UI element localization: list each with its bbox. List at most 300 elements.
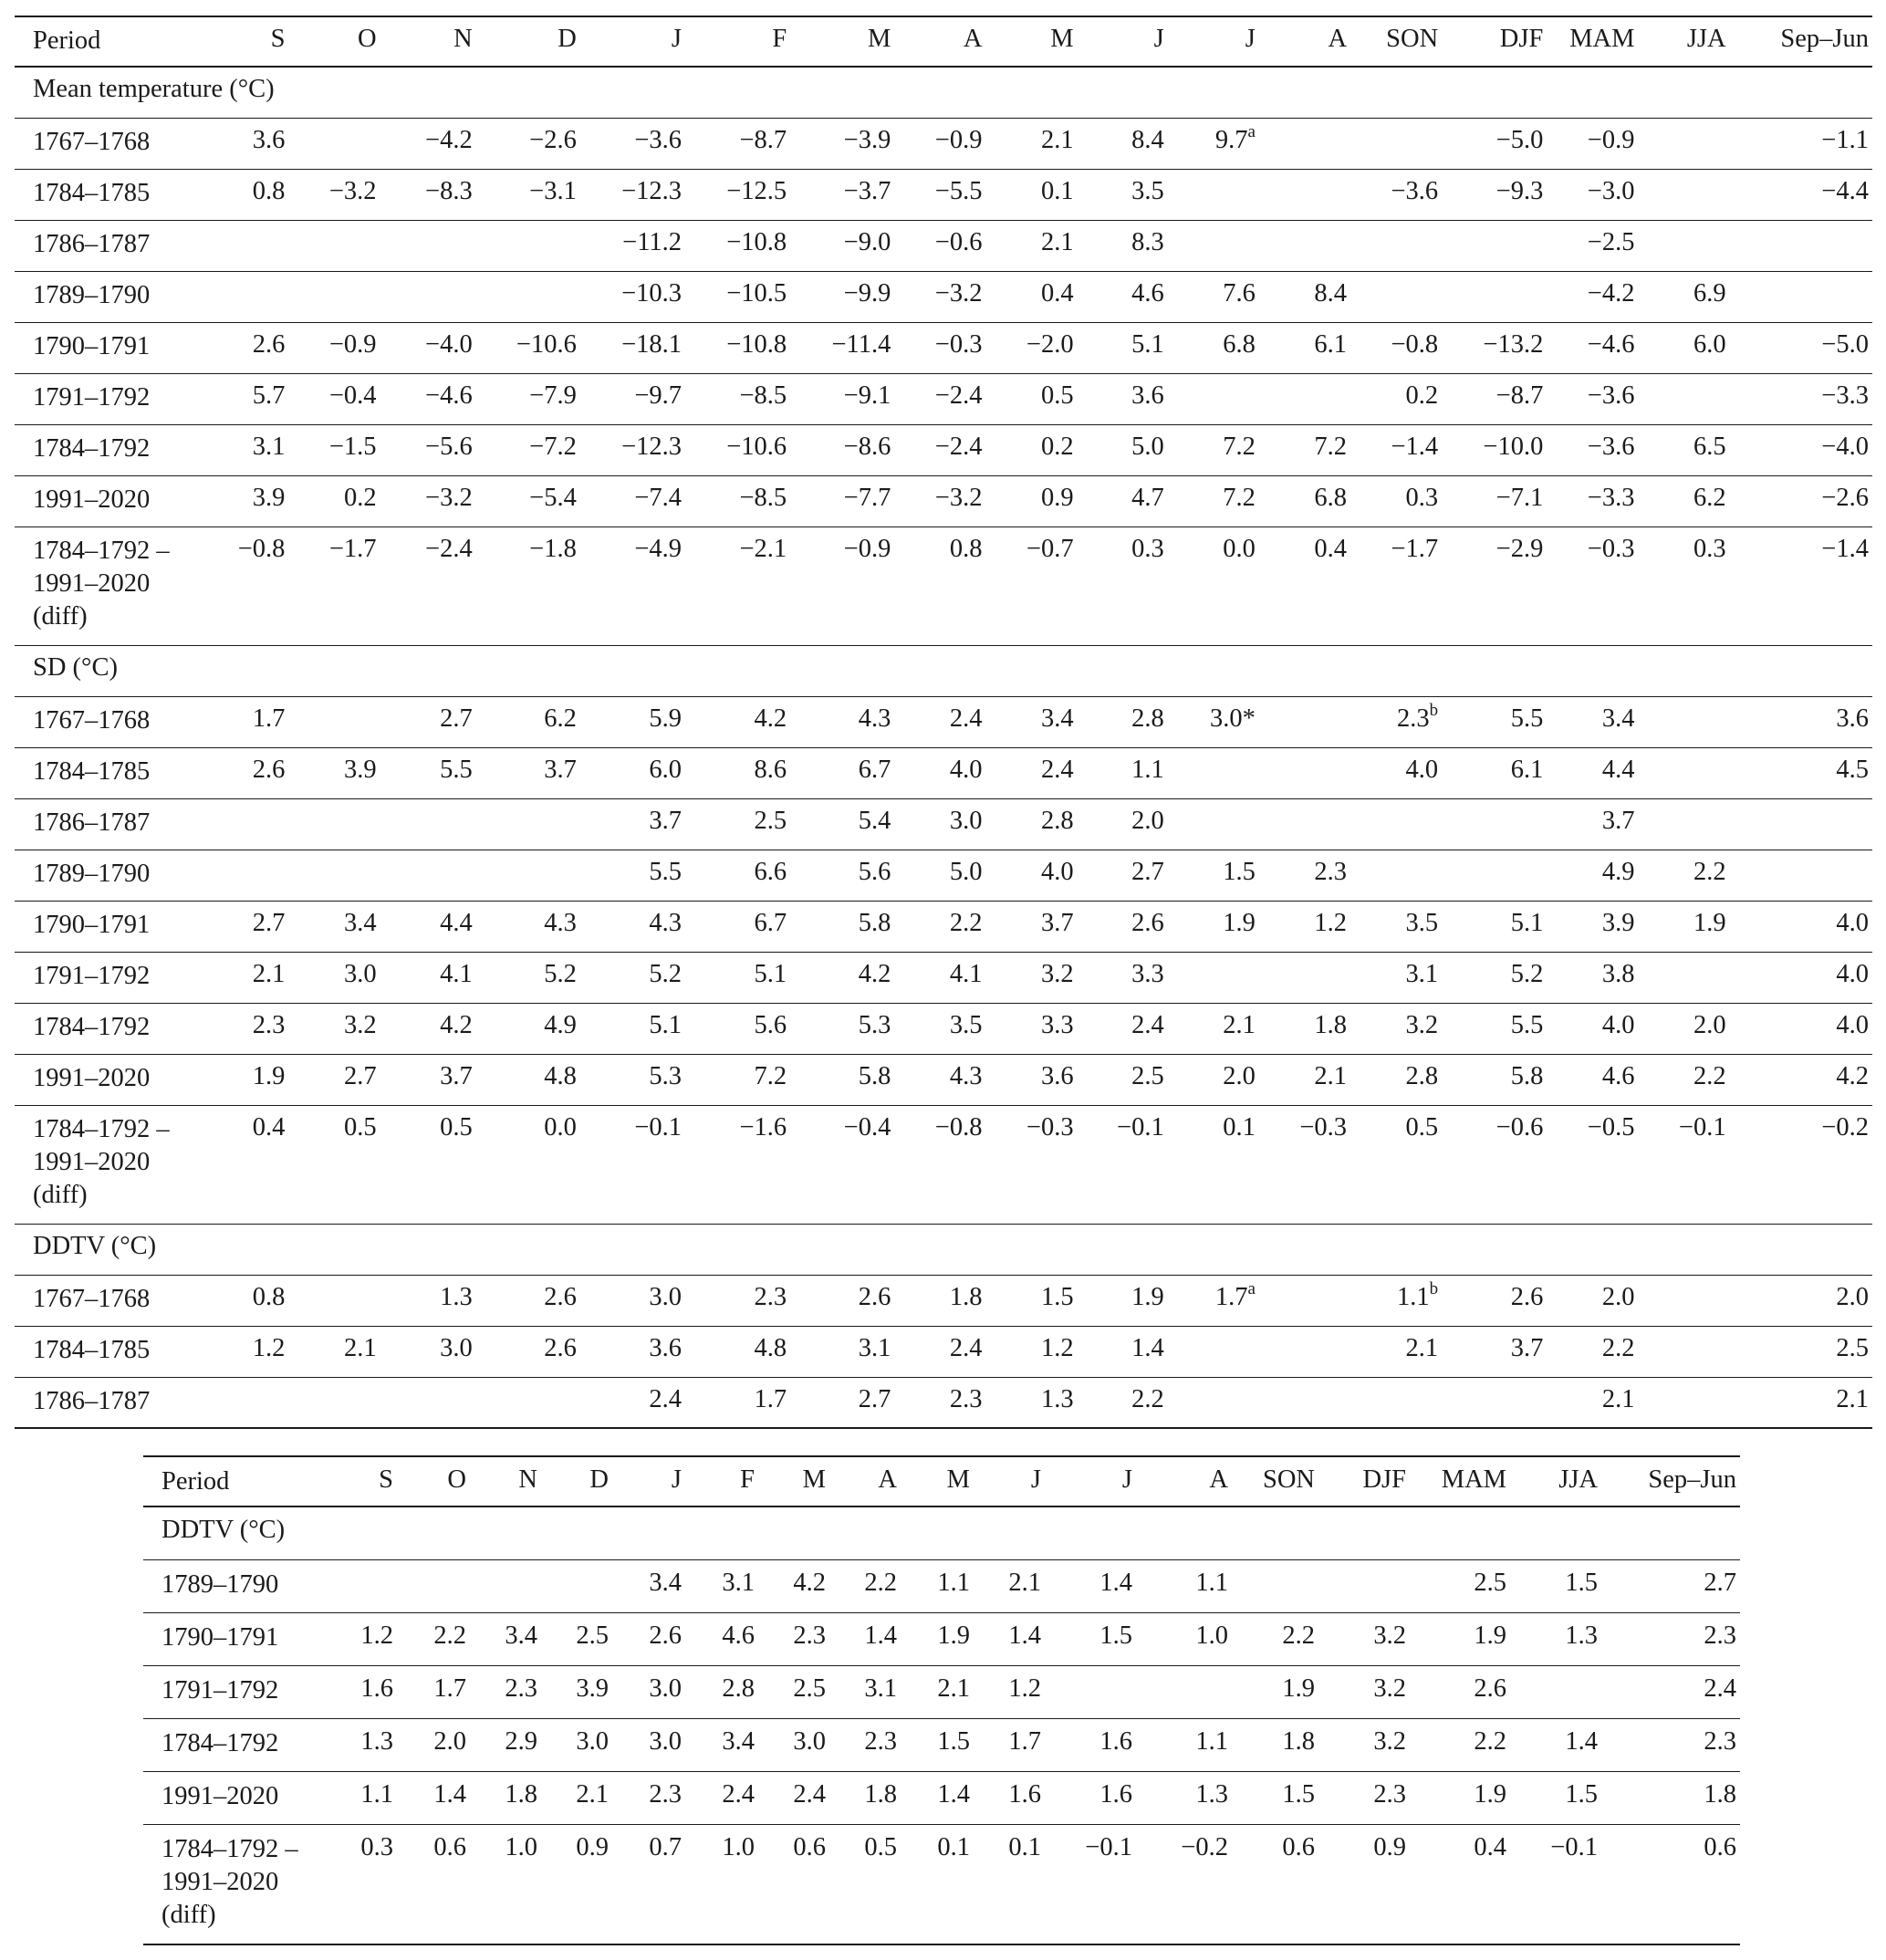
table-cell [580,1377,685,1428]
table-row [15,526,1872,645]
cell-value: 3.7 [1510,1333,1544,1362]
table-cell [1078,322,1168,373]
table-cell [541,1559,612,1612]
table-cell [1259,424,1350,475]
table-cell [580,798,685,850]
cell-value: 1.7 [1214,1282,1248,1311]
column-header: S [270,25,286,53]
cell-value: −11.4 [831,329,891,359]
table-cell [1442,169,1547,220]
cell-value: −0.3 [1299,1112,1348,1142]
cell-value: 0.1 [1223,1112,1256,1142]
row-label-period [15,475,197,526]
cell-value: −5.6 [425,432,473,461]
table-cell [541,1771,612,1824]
table-row [15,169,1872,220]
cell-value: 4.5 [1836,755,1869,784]
table-cell [901,1718,974,1771]
table-cell [685,1718,758,1771]
cell-value: 2.3 [754,1282,787,1311]
cell-value: −10.6 [516,329,577,359]
cell-value: 6.1 [1510,755,1544,784]
table-row [143,1824,1740,1944]
cell-value: 1.2 [360,1621,393,1650]
table-cell [1259,1377,1350,1428]
cell-value: 7.2 [1314,432,1348,461]
table-cell [894,850,985,901]
cell-value: 0.5 [864,1832,897,1861]
cell-value: 1789–1790 [162,1569,279,1599]
table-cell [1442,1275,1547,1326]
cell-value: 6.2 [544,704,577,733]
cell-value: 2.5 [1836,1333,1869,1362]
cell-value: 4.6 [1601,1061,1635,1090]
column-header: J [1121,1465,1132,1494]
table-cell [1259,1054,1350,1105]
cell-value: −0.1 [1550,1832,1598,1861]
cell-value: 1784–1792 – 1991–2020 (diff) [162,1834,298,1930]
table-cell [1638,1326,1729,1377]
cell-value: 0.8 [949,534,983,563]
cell-value: 0.6 [793,1832,826,1861]
table-cell [1259,322,1350,373]
table-cell [894,526,985,645]
table-cell [685,952,790,1003]
table-cell [901,1771,974,1824]
cell-value: 1791–1792 [162,1675,279,1705]
column-header-period: Period [33,26,101,55]
table-cell [790,220,894,271]
cell-value: 2.2 [864,1568,897,1597]
table-cell [1136,1612,1232,1665]
column-header: A [878,1465,897,1494]
cell-value: 4.0 [1836,908,1869,937]
table-row [143,1718,1740,1771]
table-cell [894,322,985,373]
cell-value: 3.1 [252,432,286,461]
table-cell [685,373,790,424]
cell-value: −0.7 [1026,534,1074,563]
cell-value: 2.5 [1131,1061,1164,1090]
cell-value: 1.1 [937,1568,970,1597]
row-label-period [15,747,197,798]
cell-value: 1.2 [1008,1673,1041,1703]
table-cell [476,747,580,798]
column-header: J [1030,1465,1041,1494]
cell-value: 5.4 [858,806,891,835]
cell-value: 5.1 [649,1010,683,1039]
cell-value: −0.6 [934,227,983,256]
section-header-row [15,645,1872,696]
cell-value: 1.4 [433,1779,466,1809]
table-cell [790,1326,894,1377]
cell-value: 4.0 [1040,857,1074,886]
cell-value: 5.5 [649,857,683,886]
table-cell [1078,271,1168,322]
cell-value: 2.4 [649,1384,683,1413]
cell-value: −1.8 [529,534,577,563]
table-cell [1442,1326,1547,1377]
table-row [143,1559,1740,1612]
table-cell [1638,1105,1729,1224]
cell-value: 4.3 [544,908,577,937]
table-cell [288,1105,380,1224]
cell-value: −3.3 [1587,483,1635,512]
cell-value: 3.1 [722,1568,755,1597]
cell-value: 3.6 [649,1333,683,1362]
table-cell [790,696,894,747]
cell-value: −10.8 [726,227,787,256]
cell-value: 1.8 [864,1779,897,1809]
cell-value: 0.2 [1405,381,1439,410]
table-cell [612,1612,685,1665]
table-cell [685,1003,790,1054]
table-cell [901,1612,974,1665]
table-cell [1442,424,1547,475]
cell-value: 4.6 [1131,278,1164,308]
cell-value: 0.4 [1474,1832,1506,1861]
cell-value: 3.0 [793,1726,826,1756]
table-cell [197,1054,288,1105]
cell-value: 1.1 [1131,755,1164,784]
cell-value: 5.3 [858,1010,891,1039]
table-cell [580,1003,685,1054]
cell-value: 1.6 [1099,1779,1132,1809]
cell-value: 6.7 [858,755,891,784]
table-row [15,850,1872,901]
cell-value: 1786–1787 [33,229,151,258]
table-cell [1510,1718,1601,1771]
table-cell [1045,1718,1136,1771]
temperature-table-main [15,16,1872,1429]
row-label-period [15,373,197,424]
table-cell [1730,475,1872,526]
cell-value: 6.9 [1693,278,1726,308]
table-cell [985,169,1077,220]
cell-value: −0.4 [328,381,377,410]
table-cell [1730,1003,1872,1054]
cell-value: 5.0 [949,857,983,886]
cell-value: 1.9 [1474,1779,1506,1809]
column-header: D [589,1465,609,1494]
cell-value: 3.4 [1040,704,1074,733]
cell-value: 2.7 [343,1061,377,1090]
cell-value: 4.9 [1601,857,1635,886]
table-cell [1318,1612,1410,1665]
column-header: J [671,1465,682,1494]
row-label-period [143,1665,326,1718]
table-cell [541,1665,612,1718]
cell-value: 4.3 [949,1061,983,1090]
cell-value: −5.0 [1821,329,1869,359]
row-label-period [143,1718,326,1771]
column-header: MAM [1441,1465,1506,1494]
table-cell [790,169,894,220]
table-cell [197,118,288,169]
table-cell [974,1824,1045,1944]
cell-value: 1.4 [1131,1333,1164,1362]
table-cell [894,1054,985,1105]
cell-value: 0.4 [1040,278,1074,308]
table-cell [790,850,894,901]
table-cell [758,1824,829,1944]
cell-value: −2.6 [529,125,577,154]
table-cell [1730,1275,1872,1326]
cell-value: 2.2 [1693,1061,1726,1090]
table-cell [1547,747,1638,798]
table-cell [1730,696,1872,747]
table-cell [197,373,288,424]
table-cell [1259,271,1350,322]
table-cell [288,475,380,526]
table-cell [1638,1275,1729,1326]
cell-value: 1.6 [1099,1726,1132,1756]
table-cell [1078,118,1168,169]
cell-value: 3.6 [1131,381,1164,410]
cell-value: 3.3 [1131,959,1164,988]
table-cell [476,373,580,424]
table-cell [1730,747,1872,798]
cell-value: 0.3 [1131,534,1164,563]
cell-value: 3.2 [1373,1621,1406,1650]
cell-value: 6.0 [1693,329,1726,359]
cell-value: −3.0 [1587,176,1635,205]
table-cell [1136,1665,1232,1718]
cell-value: 2.0 [1131,806,1164,835]
table-cell [894,747,985,798]
table-cell [894,798,985,850]
table-header-row [143,1456,1740,1506]
table-cell [541,1612,612,1665]
table-row [15,424,1872,475]
table-cell [476,169,580,220]
table-cell [1547,1054,1638,1105]
table-cell [1510,1559,1601,1612]
cell-value: 3.1 [858,1333,891,1362]
table-cell [685,747,790,798]
column-header: J [1245,25,1256,53]
cell-value: −10.3 [621,278,683,308]
cell-value: −0.1 [1085,1832,1132,1861]
cell-value: 5.8 [858,908,891,937]
table-cell [380,169,476,220]
table-row [15,1003,1872,1054]
cell-value: 0.3 [360,1832,393,1861]
cell-value: 0.7 [649,1832,682,1861]
table-cell [1638,373,1729,424]
table-cell [685,322,790,373]
cell-value: −12.5 [726,176,787,205]
table-cell [1730,526,1872,645]
column-header: JJA [1686,25,1726,53]
row-label-period [15,118,197,169]
cell-value: 9.7 [1214,125,1248,154]
table-cell [1410,1612,1510,1665]
cell-value: 1790–1791 [33,910,151,939]
table-cell [1350,475,1442,526]
cell-value: 4.2 [440,1010,473,1039]
table-cell [476,1275,580,1326]
footnote-mark: a [1247,121,1256,141]
cell-value: −4.2 [1587,278,1635,308]
table-cell [1547,475,1638,526]
table-cell [612,1771,685,1824]
cell-value: 3.9 [576,1673,609,1703]
table-cell [288,118,380,169]
cell-value: −0.3 [1587,534,1635,563]
cell-value: 0.1 [1008,1832,1041,1861]
table-cell [1168,1326,1259,1377]
cell-value: 5.5 [1510,704,1544,733]
cell-value: 3.4 [505,1621,537,1650]
table-cell [197,220,288,271]
table-cell [380,526,476,645]
cell-value: 1784–1785 [33,1335,151,1364]
column-header: Sep–Jun [1780,25,1869,53]
table-cell [580,322,685,373]
section-title: DDTV (°C) [162,1516,286,1544]
table-cell [901,1824,974,1944]
section-title: Mean temperature (°C) [33,75,275,103]
cell-value: 1.9 [1282,1673,1315,1703]
table-cell [894,952,985,1003]
table-cell [476,220,580,271]
table-cell [580,747,685,798]
cell-value: 0.1 [1040,176,1074,205]
table-cell [894,424,985,475]
cell-value: 2.1 [1040,227,1074,256]
table-cell [1350,1275,1442,1326]
cell-value: 4.2 [1836,1061,1869,1090]
table-cell [1442,1105,1547,1224]
table-cell [790,322,894,373]
column-header: SON [1262,1465,1315,1494]
table-cell [1078,952,1168,1003]
table-cell [1547,1003,1638,1054]
table-cell [1638,850,1729,901]
table-cell [380,1326,476,1377]
cell-value: 1784–1785 [33,756,151,786]
cell-value: 1.5 [1223,857,1256,886]
table-cell [1168,798,1259,850]
table-cell [476,271,580,322]
table-cell [1232,1771,1318,1824]
cell-value: −0.9 [934,125,983,154]
table-cell [476,1326,580,1377]
table-cell [1510,1612,1601,1665]
cell-value: 0.5 [1405,1112,1439,1142]
cell-value: 2.0 [1223,1061,1256,1090]
table-cell [829,1771,901,1824]
table-cell [288,373,380,424]
table-cell [1168,220,1259,271]
table-cell [829,1559,901,1612]
cell-value: 2.0 [1836,1282,1869,1311]
cell-value: 1991–2020 [33,485,151,514]
table-cell [1638,1054,1729,1105]
table-cell [288,1377,380,1428]
table-cell [685,1326,790,1377]
table-cell [894,696,985,747]
cell-value: 2.4 [722,1779,755,1809]
table-cell [685,1377,790,1428]
table-cell [470,1718,541,1771]
column-header: M [1050,25,1074,53]
footnote-mark: a [1247,1278,1256,1298]
cell-value: 1.9 [1474,1621,1506,1650]
table-cell [685,1275,790,1326]
table-cell [1410,1665,1510,1718]
cell-value: −13.2 [1483,329,1544,359]
table-cell [197,1326,288,1377]
cell-value: 2.2 [1601,1333,1635,1362]
table-cell [1045,1771,1136,1824]
cell-value: 5.8 [858,1061,891,1090]
cell-value: 2.1 [1836,1384,1869,1413]
cell-value: 2.7 [1131,857,1164,886]
table-cell [1168,747,1259,798]
cell-value: 1.4 [1565,1726,1598,1756]
cell-value: 0.6 [433,1832,466,1861]
cell-value: 8.4 [1314,278,1348,308]
table-cell [1078,1377,1168,1428]
table-cell [1547,373,1638,424]
cell-value: −0.1 [1678,1112,1726,1142]
row-label-period [15,1377,197,1428]
cell-value: 1790–1791 [33,331,151,360]
table-cell [790,271,894,322]
table-cell [1232,1559,1318,1612]
table-cell [894,169,985,220]
table-cell [1547,220,1638,271]
cell-value: 5.2 [544,959,577,988]
row-label-period [15,850,197,901]
cell-value: 4.4 [1601,755,1635,784]
table-cell [1078,1326,1168,1377]
footnote-mark: b [1429,700,1439,720]
table-cell [1168,475,1259,526]
cell-value: 2.8 [1040,806,1074,835]
row-label-period [15,798,197,850]
column-header: O [447,1465,466,1494]
row-label-period [15,901,197,952]
table-cell [288,169,380,220]
table-cell [1638,952,1729,1003]
table-cell [476,850,580,901]
table-cell [1442,850,1547,901]
table-cell [476,424,580,475]
cell-value: 0.6 [1704,1832,1736,1861]
table-cell [288,526,380,645]
table-cell [326,1665,397,1718]
table-cell [1259,696,1350,747]
table-cell [1168,1054,1259,1105]
cell-value: −0.8 [237,534,286,563]
cell-value: −0.9 [843,534,891,563]
table-cell [1078,220,1168,271]
table-cell [397,1771,470,1824]
cell-value: 5.1 [1510,908,1544,937]
cell-value: 2.5 [793,1673,826,1703]
cell-value: 7.2 [754,1061,787,1090]
table-cell [197,1377,288,1428]
cell-value: 7.2 [1223,483,1256,512]
cell-value: 3.0* [1210,704,1256,733]
table-cell [894,1275,985,1326]
table-cell [1638,798,1729,850]
table-cell [1259,169,1350,220]
row-label-period [143,1824,326,1944]
